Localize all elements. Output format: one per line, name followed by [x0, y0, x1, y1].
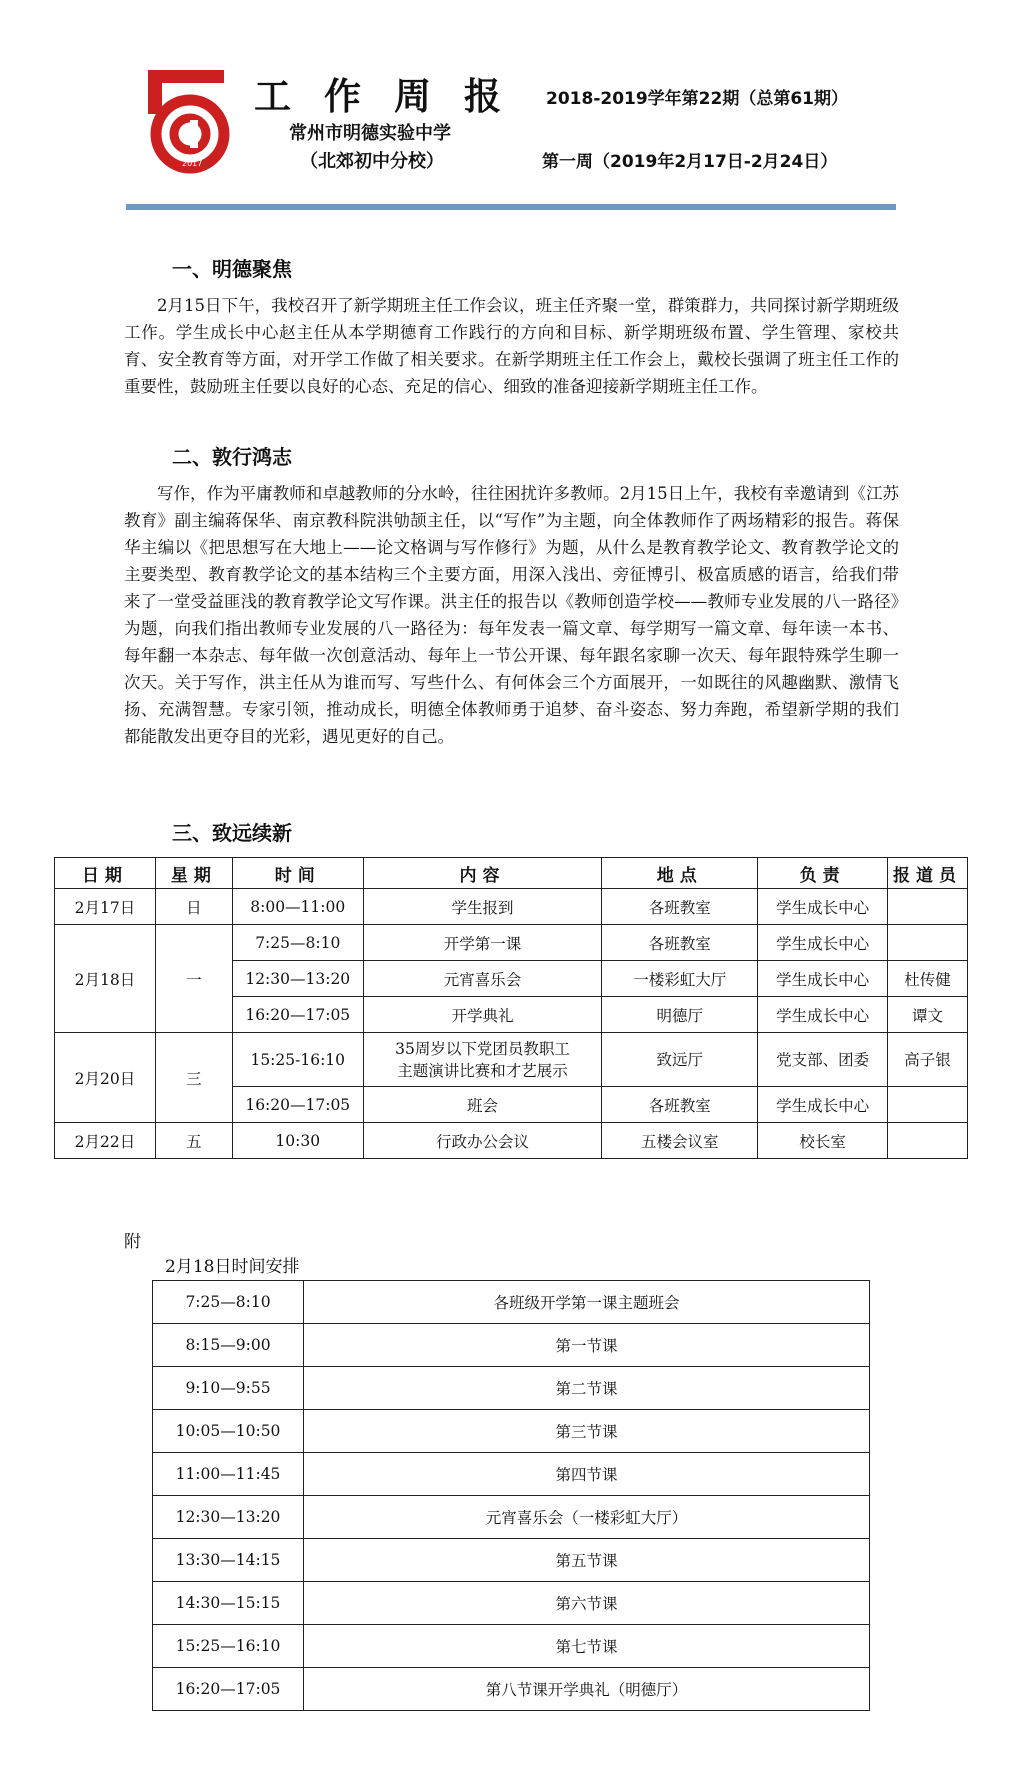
cell-content: 元宵喜乐会 [363, 961, 602, 997]
cell-reporter [888, 1123, 968, 1159]
header-reporter: 报道员 [888, 858, 968, 889]
cell-time: 8:15—9:00 [153, 1324, 304, 1367]
cell-content: 开学第一课 [363, 925, 602, 961]
header-divider [126, 204, 896, 210]
cell-date: 2月18日 [55, 925, 156, 1033]
cell-date: 2月22日 [55, 1123, 156, 1159]
cell-time: 16:20—17:05 [232, 1087, 363, 1123]
cell-item: 第八节课开学典礼（明德厅） [304, 1668, 870, 1711]
cell-reporter [888, 1087, 968, 1123]
cell-time: 10:05—10:50 [153, 1410, 304, 1453]
table-row [153, 1625, 870, 1668]
cell-owner: 学生成长中心 [758, 1087, 888, 1123]
table-row [153, 1281, 870, 1324]
cell-place: 明德厅 [602, 997, 758, 1033]
header-place: 地点 [602, 858, 758, 889]
timetable-table [152, 1280, 870, 1711]
cell-weekday: 三 [155, 1033, 232, 1123]
cell-time: 8:00—11:00 [232, 889, 363, 925]
cell-item: 第六节课 [304, 1582, 870, 1625]
cell-time: 7:25—8:10 [153, 1281, 304, 1324]
section-title-zhiyuan: 三、致远续新 [172, 821, 292, 845]
cell-time: 7:25—8:10 [232, 925, 363, 961]
cell-weekday: 五 [155, 1123, 232, 1159]
table-row [153, 1582, 870, 1625]
schedule-table [54, 857, 968, 1159]
cell-weekday: 一 [155, 925, 232, 1033]
cell-place: 一楼彩虹大厅 [602, 961, 758, 997]
cell-time: 12:30—13:20 [232, 961, 363, 997]
header-weekday: 星期 [155, 858, 232, 889]
cell-time: 16:20—17:05 [153, 1668, 304, 1711]
cell-item: 元宵喜乐会（一楼彩虹大厅） [304, 1496, 870, 1539]
cell-time: 14:30—15:15 [153, 1582, 304, 1625]
cell-reporter: 高子银 [888, 1033, 968, 1087]
school-logo [138, 62, 234, 176]
cell-content: 学生报到 [363, 889, 602, 925]
cell-time: 12:30—13:20 [153, 1496, 304, 1539]
table-row [153, 1539, 870, 1582]
header-time: 时间 [232, 858, 363, 889]
cell-item: 第五节课 [304, 1539, 870, 1582]
cell-date: 2月20日 [55, 1033, 156, 1123]
cell-weekday: 日 [155, 889, 232, 925]
cell-content: 班会 [363, 1087, 602, 1123]
cell-reporter: 杜传健 [888, 961, 968, 997]
school-branch: （北郊初中分校） [300, 151, 444, 172]
cell-content: 开学典礼 [363, 997, 602, 1033]
cell-content [363, 1033, 602, 1087]
table-row [153, 1410, 870, 1453]
section-body-mingde: 2月15日下午，我校召开了新学期班主任工作会议，班主任齐聚一堂，群策群力，共同探讨新学期班级工作。学生成长中心赵主任从本学期德育工作践行的方向和目标、新学期班级布置、学生管理、家校共育、安全教育等方面，对开学工作做了相关要求。在新学期班主任工作会上，戴校长强调了班主任工作的重要性，鼓励班主任要以良好的心态、充足的信心、细致的准备迎接新学期班主任工作。 [124, 296, 899, 396]
report-title: 工作周报 [254, 75, 534, 118]
cell-time: 15:25—16:10 [153, 1625, 304, 1668]
cell-time: 15:25-16:10 [232, 1033, 363, 1087]
table-row [55, 1033, 968, 1087]
cell-item: 各班级开学第一课主题班会 [304, 1281, 870, 1324]
cell-time: 9:10—9:55 [153, 1367, 304, 1410]
cell-owner: 学生成长中心 [758, 889, 888, 925]
cell-content-line: 主题演讲比赛和才艺展示 [397, 1061, 568, 1080]
cell-owner: 学生成长中心 [758, 961, 888, 997]
cell-item: 第四节课 [304, 1453, 870, 1496]
header-content: 内容 [363, 858, 602, 889]
section-title-mingde: 一、明德聚焦 [172, 257, 292, 281]
table-row [55, 889, 968, 925]
cell-place: 五楼会议室 [602, 1123, 758, 1159]
header-date: 日期 [55, 858, 156, 889]
table-row [153, 1367, 870, 1410]
logo-year: 2017 [182, 159, 203, 168]
header-owner: 负责 [758, 858, 888, 889]
attachment-label: 附 [124, 1232, 141, 1252]
schedule-header-row [55, 858, 968, 889]
cell-item: 第三节课 [304, 1410, 870, 1453]
school-name: 常州市明德实验中学 [289, 123, 451, 144]
cell-time: 10:30 [232, 1123, 363, 1159]
cell-place: 致远厅 [602, 1033, 758, 1087]
cell-content: 行政办公会议 [363, 1123, 602, 1159]
cell-reporter [888, 889, 968, 925]
cell-place: 各班教室 [602, 925, 758, 961]
cell-content-line: 35周岁以下党团员教职工 [395, 1039, 570, 1058]
section-body-dunxing: 写作，作为平庸教师和卓越教师的分水岭，往往困扰许多教师。2月15日上午，我校有幸邀请到《江苏教育》副主编蒋保华、南京教科院洪劬颉主任，以“写作”为主题，向全体教师作了两场精彩的报告。蒋保华主编以《把思想写在大地上——论文格调与写作修行》为题，从什么是教育教学论文、教育教学论文的主要类型、教育教学论文的基本结构三个主要方面，用深入浅出、旁征博引、极富质感的语言，给我们带来了一堂受益匪浅的教育教学论文写作课。洪主任的报告以《教师创造学校——教师专业发展的八一路径》为题，向我们指出教师专业发展的八一路径为：每年发表一篇文章、每学期写一篇文章、每年读一本书、每年翻一本杂志、每年做一次创意活动、每年上一节公开课、每年跟名家聊一次天、每年跟特殊学生聊一次天。关于写作，洪主任从为谁而写、写些什么、有何体会三个方面展开，一如既往的风趣幽默、激情飞扬、充满智慧。专家引领，推动成长，明德全体教师勇于追梦、奋斗姿态、努力奔跑，希望新学期的我们都能散发出更夺目的光彩，遇见更好的自己。 [124, 484, 899, 746]
cell-owner: 党支部、团委 [758, 1033, 888, 1087]
cell-item: 第一节课 [304, 1324, 870, 1367]
table-row [153, 1324, 870, 1367]
cell-time: 11:00—11:45 [153, 1453, 304, 1496]
table-row [153, 1668, 870, 1711]
cell-owner: 校长室 [758, 1123, 888, 1159]
cell-owner: 学生成长中心 [758, 997, 888, 1033]
week-range: 第一周（2019年2月17日-2月24日） [542, 152, 838, 172]
table-row [55, 925, 968, 961]
cell-reporter: 谭文 [888, 997, 968, 1033]
cell-time: 13:30—14:15 [153, 1539, 304, 1582]
cell-time: 16:20—17:05 [232, 997, 363, 1033]
cell-reporter [888, 925, 968, 961]
table-row [153, 1453, 870, 1496]
cell-owner: 学生成长中心 [758, 925, 888, 961]
attachment-title: 2月18日时间安排 [165, 1257, 300, 1277]
cell-place: 各班教室 [602, 889, 758, 925]
cell-place: 各班教室 [602, 1087, 758, 1123]
issue-number: 2018-2019学年第22期（总第61期） [546, 89, 848, 109]
table-row [153, 1496, 870, 1539]
cell-item: 第二节课 [304, 1367, 870, 1410]
cell-date: 2月17日 [55, 889, 156, 925]
section-title-dunxing: 二、敦行鸿志 [172, 445, 292, 469]
table-row [55, 1123, 968, 1159]
cell-item: 第七节课 [304, 1625, 870, 1668]
